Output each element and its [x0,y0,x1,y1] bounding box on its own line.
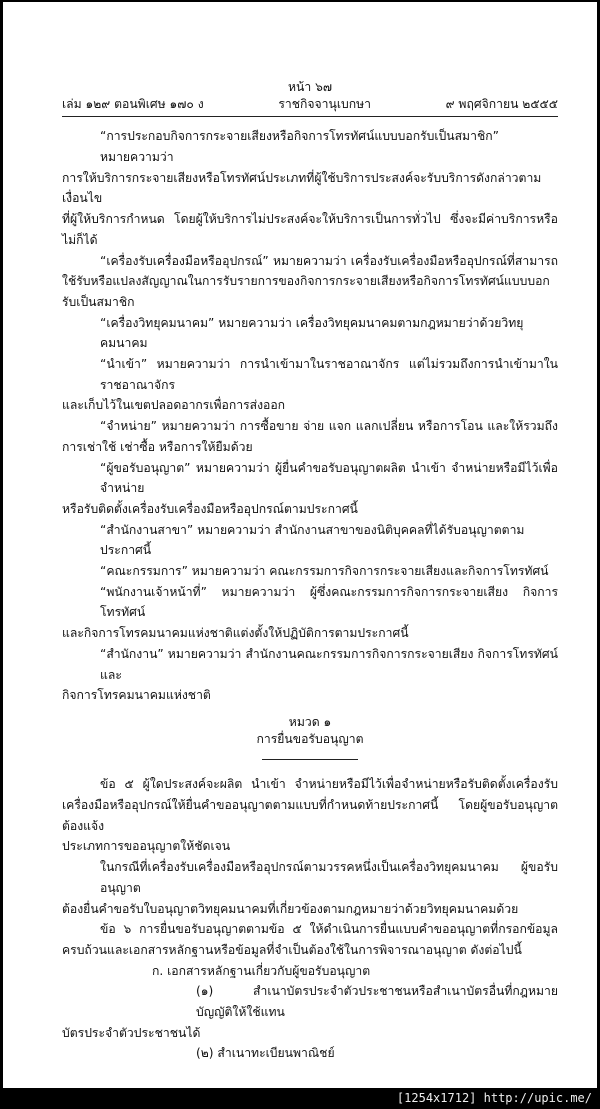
text-line: ข้อ ๕ ผู้ใดประสงค์จะผลิต นำเข้า จำหน่ายหรือมีไว้เพื่อจำหน่ายหรือรับติดตั้งเครื่องรับ [100,777,558,792]
text-line: เครื่องมือหรืออุปกรณ์ให้ยื่นคำขออนุญาตตามแบบที่กำหนดท้ายประกาศนี้ โดยผู้ขอรับอนุญาตต้องแจ้ง [62,797,558,833]
header-rule [62,116,558,117]
text-line: (๒) สำเนาทะเบียนพาณิชย์ [196,1046,335,1061]
publication-date: ๙ พฤศจิกายน ๒๕๕๕ [445,97,558,111]
sections-block [62,774,558,1064]
page-number: หน้า ๖๗ [288,80,332,94]
text-line: บัตรประจำตัวประชาชนได้ [62,1025,201,1040]
definitions-block [62,126,558,706]
chapter-title: การยื่นขอรับอนุญาต [256,731,364,746]
publication-name: ราชกิจจานุเบกษา [278,97,371,111]
text-line: “การประกอบกิจการกระจายเสียงหรือกิจการโทรทัศน์แบบบอกรับเป็นสมาชิก” หมายความว่า [100,129,499,164]
text-line: ที่ผู้ให้บริการกำหนด โดยผู้ให้บริการไม่ประสงค์จะให้บริการเป็นการทั่วไป ซึ่งจะมีค่าบริการหรือไม่ก็ได้ [62,212,558,247]
gazette-page [3,2,597,1088]
text-line: ก. เอกสารหลักฐานเกี่ยวกับผู้ขอรับอนุญาต [152,963,371,978]
text-line: การเช่าใช้ เช่าซื้อ หรือการให้ยืมด้วย [62,439,253,454]
text-line: “จำหน่าย” หมายความว่า การซื้อขาย จ่าย แจก แลกเปลี่ยน หรือการโอน และให้รวมถึง [100,419,558,434]
text-line: “ผู้ขอรับอนุญาต” หมายความว่า ผู้ยื่นคำขอรับอนุญาตผลิต นำเข้า จำหน่ายหรือมีไว้เพื่อจำหน่าย [100,460,558,496]
text-line: (๑) สำเนาบัตรประจำตัวประชาชนหรือสำเนาบัตรอื่นที่กฎหมายบัญญัติให้ใช้แทน [196,984,558,1020]
text-line: การให้บริการกระจายเสียงหรือโทรทัศน์ประเภทที่ผู้ใช้บริการประสงค์จะรับบริการดังกล่าวตามเงื่อนไข [62,170,542,206]
header-row [62,96,558,113]
image-source-label: [1254x1712] http://upic.me/ [396,1091,592,1106]
text-line: “พนักงานเจ้าหน้าที่” หมายความว่า ผู้ซึ่งคณะกรรมการกิจการกระจายเสียง กิจการโทรทัศน์ [100,584,558,620]
text-line: ต้องยื่นคำขอรับใบอนุญาตวิทยุคมนาคมที่เกี่ยวข้องตามกฎหมายว่าด้วยวิทยุคมนาคมด้วย [62,901,519,916]
text-line: และเก็บไว้ในเขตปลอดอากรเพื่อการส่งออก [62,398,286,413]
volume-info: เล่ม ๑๒๙ ตอนพิเศษ ๑๗๐ ง [62,97,204,111]
text-line: “สำนักงานสาขา” หมายความว่า สำนักงานสาขาของนิติบุคคลที่ได้รับอนุญาตตามประกาศนี้ [100,522,525,558]
text-line: “สำนักงาน” หมายความว่า สำนักงานคณะกรรมการกิจการกระจายเสียง กิจการโทรทัศน์และ [100,646,558,682]
text-line: กิจการโทรคมนาคมแห่งชาติ [62,688,211,703]
text-line: “เครื่องวิทยุคมนาคม” หมายความว่า เครื่องวิทยุคมนาคมตามกฎหมายว่าด้วยวิทยุคมนาคม [100,315,524,351]
text-line: “เครื่องรับเครื่องมือหรืออุปกรณ์” หมายความว่า เครื่องรับเครื่องมือหรืออุปกรณ์ที่สามารถ [100,253,558,268]
text-line: “คณะกรรมการ” หมายความว่า คณะกรรมการกิจการกระจายเสียงและกิจการโทรทัศน์ [100,564,549,579]
chapter-number: หมวด ๑ [288,714,332,729]
text-line: “นำเข้า” หมายความว่า การนำเข้ามาในราชอาณาจักร แต่ไม่รวมถึงการนำเข้ามาในราชอาณาจักร [100,357,558,392]
text-line: ประเภทการขออนุญาตให้ชัดเจน [62,839,231,854]
text-line: ครบถ้วนและเอกสารหลักฐานหรือข้อมูลที่จำเป็นต้องใช้ในการพิจารณาอนุญาต ดังต่อไปนี้ [62,942,522,957]
text-line: ใช้รับหรือแปลงสัญญาณในการรับรายการของกิจการกระจายเสียงหรือกิจการโทรทัศน์แบบบอกรับเป็นสมาชิก [62,274,550,309]
chapter-rule [262,759,358,760]
text-line: ข้อ ๖ การยื่นขอรับอนุญาตตามข้อ ๕ ให้ดำเนินการยื่นแบบคำขออนุญาตที่กรอกข้อมูล [100,922,558,937]
text-line: ในกรณีที่เครื่องรับเครื่องมือหรืออุปกรณ์ตามวรรคหนึ่งเป็นเครื่องวิทยุคมนาคม ผู้ขอรับอนุญาต [100,860,558,895]
text-line: หรือรับติดตั้งเครื่องรับเครื่องมือหรืออุปกรณ์ตามประกาศนี้ [62,501,358,516]
text-line: และกิจการโทรคมนาคมแห่งชาติแต่งตั้งให้ปฏิบัติการตามประกาศนี้ [62,626,409,641]
